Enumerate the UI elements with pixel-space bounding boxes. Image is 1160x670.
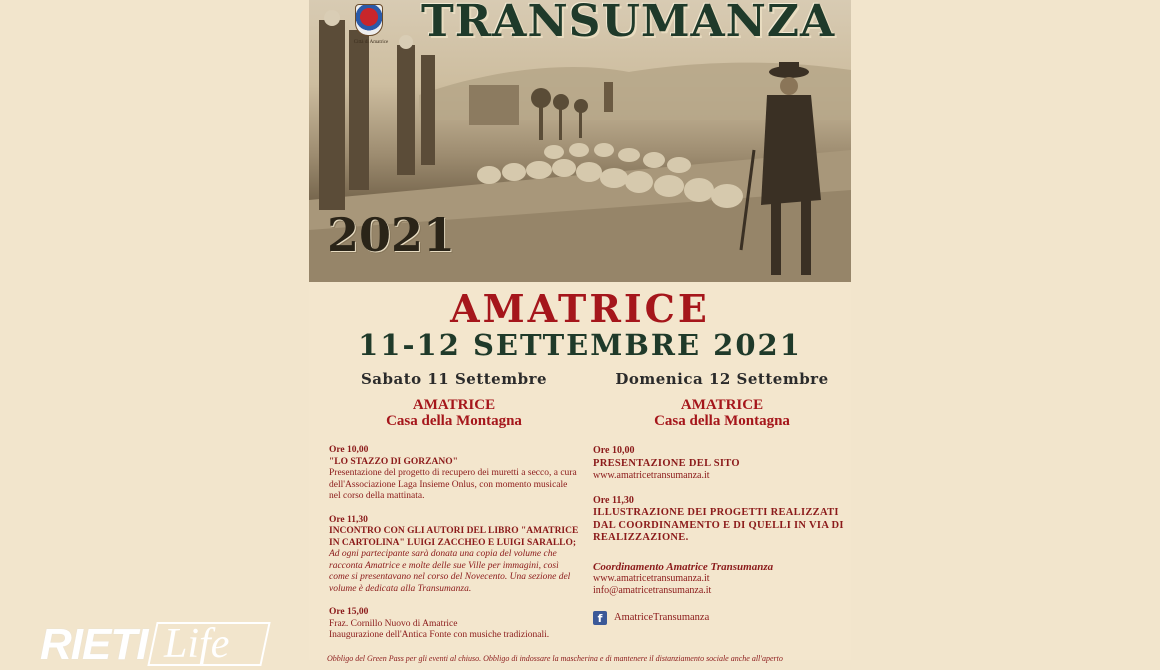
event-title: ILLUSTRAZIONE DEI PROGETTI REALIZZATI DAL COORDINAMENTO E DI QUELLI IN VIA DI REALIZZAZIONE. [593, 507, 844, 543]
footer-note: Obbligo del Green Pass per gli eventi al chiuso. Obbligo di indossare la mascherina e di mantenere il distanziamento sociale anche all'aperto [327, 654, 783, 663]
dates-heading: 11-12 SETTEMBRE 2021 [358, 328, 802, 362]
coordination-site[interactable]: www.amatricetransumanza.it [593, 572, 710, 584]
event-time: Ore 11,30 [329, 514, 368, 525]
event-item [593, 445, 851, 483]
facebook-icon: f [593, 611, 607, 625]
facebook-link[interactable] [593, 611, 851, 625]
event-title: Fraz. Cornillo Nuovo di Amatrice [329, 618, 458, 629]
header-photo [309, 0, 851, 282]
sunday-column [593, 370, 851, 625]
city-heading: AMATRICE [450, 286, 710, 331]
saturday-venue [329, 397, 579, 429]
poster-title: TRANSUMANZA [421, 0, 836, 47]
coordination-email[interactable]: info@amatricetransumanza.it [593, 584, 712, 596]
venue-place: Casa della Montagna [654, 413, 790, 429]
crest-caption: Città di Amatrice [353, 40, 389, 45]
coordination-contacts [593, 561, 851, 597]
event-item [329, 515, 579, 596]
event-time: Ore 11,30 [593, 494, 634, 506]
logo-word-life: Life [164, 621, 230, 667]
event-time: Ore 15,00 [329, 607, 369, 617]
saturday-events [329, 445, 579, 642]
event-link[interactable]: www.amatricetransumanza.it [593, 470, 710, 481]
event-time: Ore 10,00 [593, 445, 635, 456]
event-text: Inaugurazione dell'Antica Fonte con musiche tradizionali. [329, 630, 550, 640]
event-item [329, 445, 579, 503]
event-title: INCONTRO CON GLI AUTORI DEL LIBRO "AMATRICE IN CARTOLINA" LUIGI ZACCHEO E LUIGI SARALLO; [329, 526, 579, 548]
venue-city: AMATRICE [412, 397, 496, 413]
poster-year: 2021 [327, 208, 456, 262]
logo-word-rieti: RIETI [40, 620, 148, 669]
sunday-venue [593, 397, 851, 429]
saturday-column [329, 370, 579, 654]
venue-place: Casa della Montagna [386, 413, 522, 429]
event-title: "LO STAZZO DI GORZANO" [329, 456, 458, 467]
event-poster [309, 0, 851, 663]
sunday-events [593, 445, 851, 545]
event-note: Ad ogni partecipante sarà donata una copia del volume che racconta Amatrice e molte delle sue Ville per immagini, così come si presentavano nel corso del Novecento. Una sezione del volume è dedicata alla Transumanza. [329, 549, 571, 594]
event-item [593, 495, 851, 545]
event-title: PRESENTAZIONE DEL SITO [593, 457, 740, 469]
sunday-heading: Domenica 12 Settembre [615, 370, 829, 388]
event-text: Presentazione del progetto di recupero dei muretti a secco, a cura dell'Associazione Laga Insieme Onlus, con momento musicale nel corso della mattinata. [329, 468, 577, 501]
venue-city: AMATRICE [680, 397, 764, 413]
city-crest-icon [355, 4, 383, 36]
facebook-handle: AmatriceTransumanza [614, 612, 710, 623]
event-time: Ore 10,00 [329, 445, 369, 455]
event-item [329, 607, 579, 642]
saturday-heading: Sabato 11 Settembre [360, 370, 548, 388]
coordination-name: Coordinamento Amatrice Transumanza [593, 560, 774, 573]
